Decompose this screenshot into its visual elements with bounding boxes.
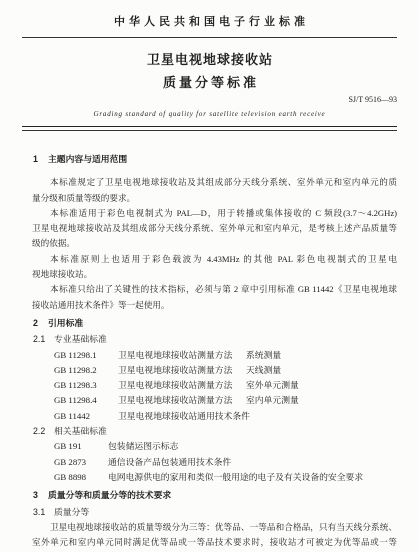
reference-code: GB 11298.3	[54, 380, 97, 391]
document-title-line-1: 卫星电视地球接收站	[146, 52, 273, 67]
subsection-number: 2.2	[33, 426, 46, 437]
section-title: 主题内容与适用范围	[48, 154, 128, 164]
paragraph-line: 视地球接收站。	[32, 269, 93, 280]
reference-title: 通信设备产品包装通用技术条件	[108, 456, 232, 467]
paragraph-line: 量分级和质量等级的要求。	[32, 192, 136, 203]
paragraph	[32, 206, 397, 252]
reference-row	[32, 363, 397, 378]
header-rule	[22, 37, 397, 38]
paragraph-line: 本标准原则上也适用于彩色载波为 4.43MHz 的其他 PAL 彩色电视制式的卫星电	[50, 253, 397, 264]
subsection-title: 相关基础标准	[54, 426, 107, 437]
title-rule-thin	[22, 130, 397, 131]
reference-code: GB 11298.4	[54, 395, 97, 406]
issuing-body-title: 中华人民共和国电子行业标准	[114, 16, 309, 28]
reference-code: GB 8898	[54, 471, 87, 482]
reference-title: 卫星电视地球接收站通用技术条件	[118, 410, 250, 421]
reference-part: 室外单元测量	[246, 380, 299, 391]
reference-title: 卫星电视地球接收站测量方法	[118, 395, 233, 406]
section-number: 1	[33, 154, 38, 164]
paragraph-line: 本标准规定了卫星电视地球接收站及其组成部分天线分系统、室外单元和室内单元的质	[50, 177, 397, 188]
subsection-number: 2.1	[33, 334, 46, 345]
paragraph-line: 室外单元和室内单元同时满足优等品或一等品技术要求时，接收站才可被定为优等品或一等	[32, 537, 397, 548]
subsection-title: 质量分等	[54, 506, 90, 517]
reference-row	[32, 393, 397, 408]
reference-row	[32, 455, 397, 470]
subsection-2-2-heading	[32, 424, 397, 439]
reference-code: GB 2873	[54, 456, 87, 467]
document-body	[32, 152, 397, 550]
reference-title: 电网电源供电的家用和类似一般用途的电子及有关设备的安全要求	[108, 471, 364, 482]
reference-title: 卫星电视地球接收站测量方法	[118, 349, 233, 360]
reference-row	[32, 409, 397, 424]
reference-code: GB 11442	[54, 410, 91, 421]
reference-title: 卫星电视地球接收站测量方法	[118, 380, 233, 391]
paragraph-line: 级的依据。	[32, 238, 75, 249]
reference-code: GB 11298.1	[54, 349, 97, 360]
paragraph	[32, 252, 397, 283]
section-number: 2	[33, 317, 38, 328]
reference-part: 天线测量	[246, 364, 282, 375]
subsection-number: 3.1	[33, 506, 46, 517]
paragraph-line: 卫星电视地球接收站的质量等级分为三等：优等品、一等品和合格品，只有当天线分系统、	[50, 521, 397, 532]
paragraph-line: 接收站通用技术条件》等一起使用。	[32, 299, 170, 310]
subsection-3-1-heading	[32, 505, 397, 520]
paragraph-line: 本标准适用于彩色电视制式为 PAL—D，用于转播或集体接收的 C 频段(3.7～4.2GHz)	[50, 207, 397, 218]
reference-code: GB 11298.2	[54, 364, 97, 375]
section-title: 质量分等和质量分等的技术要求	[48, 490, 172, 501]
section-3-heading	[32, 488, 397, 503]
section-1-heading	[32, 152, 397, 167]
paragraph-line: 本标准只给出了关键性的技术指标，必须与第 2 章中引用标准 GB 11442《卫星电视地球	[50, 284, 397, 295]
paragraph	[32, 520, 397, 551]
standard-number: SJ/T 9516—93	[348, 95, 397, 104]
section-title: 引用标准	[48, 317, 84, 328]
reference-row	[32, 348, 397, 363]
reference-part: 系统测量	[246, 349, 282, 360]
english-title: Grading standard of quality for satellite television earth receive	[93, 110, 326, 118]
section-2-heading	[32, 316, 397, 331]
reference-row	[32, 378, 397, 393]
reference-code: GB 191	[54, 441, 82, 452]
reference-title: 包装储运图示标志	[108, 441, 179, 452]
section-number: 3	[33, 490, 38, 501]
title-rule-thick	[22, 126, 397, 127]
paragraph	[32, 282, 397, 313]
subsection-2-1-heading	[32, 332, 397, 347]
reference-part: 室内单元测量	[246, 395, 299, 406]
reference-row	[32, 439, 397, 454]
document-title-line-2: 质量分等标准	[162, 75, 259, 90]
paragraph	[32, 175, 397, 206]
reference-title: 卫星电视地球接收站测量方法	[118, 364, 233, 375]
subsection-title: 专业基础标准	[54, 334, 107, 345]
paragraph-line: 卫星电视地球接收站及其组成部分天线分系统、室外单元和室内单元，是考核上述产品质量等	[32, 223, 397, 234]
reference-row	[32, 470, 397, 485]
